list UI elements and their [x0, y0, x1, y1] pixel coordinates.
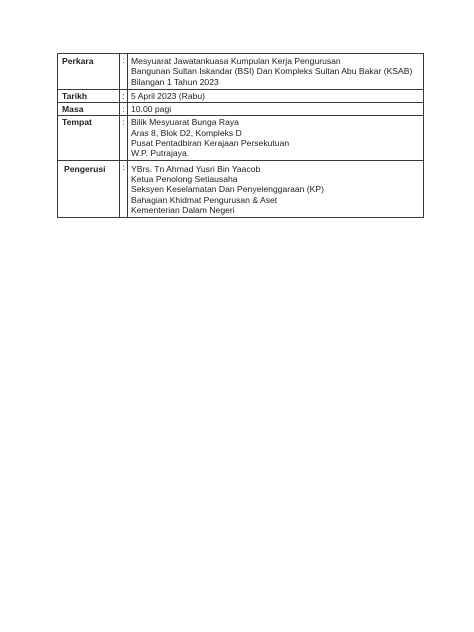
value-tarikh [128, 89, 424, 102]
value-tempat [128, 116, 424, 160]
colon-separator: : [120, 116, 128, 160]
value-line: Bilangan 1 Tahun 2023 [131, 76, 219, 87]
value-line: YBrs. Tn Ahmad Yusri Bin Yaacob [131, 163, 261, 174]
label-tarikh: Tarikh [58, 89, 120, 102]
value-line: 5 April 2023 (Rabu) [131, 90, 206, 101]
colon-separator: : [120, 160, 128, 217]
value-line: 10.00 pagi [131, 104, 172, 115]
value-line: Mesyuarat Jawatankuasa Kumpulan Kerja Pengurusan [131, 56, 341, 66]
table-row-tarikh [58, 89, 424, 102]
value-perkara [128, 54, 424, 90]
value-line: Bilik Mesyuarat Bunga Raya [131, 117, 239, 128]
colon-separator: : [120, 54, 128, 90]
value-line: Kementerian Dalam Negeri [131, 204, 235, 215]
label-perkara: Perkara [58, 54, 120, 90]
value-pengerusi [128, 160, 424, 217]
label-masa: Masa [58, 103, 120, 116]
table-row-tempat [58, 116, 424, 160]
colon-separator: : [120, 103, 128, 116]
value-line: Aras 8, Blok D2, Kompleks D [131, 127, 242, 138]
value-masa [128, 103, 424, 116]
value-line: Bahagian Khidmat Pengurusan & Aset [131, 194, 278, 205]
value-line: Seksyen Keselamatan Dan Penyelenggaraan (KP) [131, 184, 324, 195]
meeting-details-table [57, 53, 424, 218]
label-pengerusi: Pengerusi [58, 160, 120, 217]
table-row-masa [58, 103, 424, 116]
table-row-pengerusi [58, 160, 424, 217]
value-line: W.P. Putrajaya. [131, 148, 190, 159]
value-line: Pusat Pentadbiran Kerajaan Persekutuan [131, 138, 290, 149]
label-tempat: Tempat [58, 116, 120, 160]
colon-separator: : [120, 89, 128, 102]
table-row-perkara [58, 54, 424, 90]
value-line: Ketua Penolong Setiausaha [131, 173, 238, 184]
value-line: Bangunan Sultan Iskandar (BSI) Dan Kompleks Sultan Abu Bakar (KSAB) [131, 66, 413, 77]
